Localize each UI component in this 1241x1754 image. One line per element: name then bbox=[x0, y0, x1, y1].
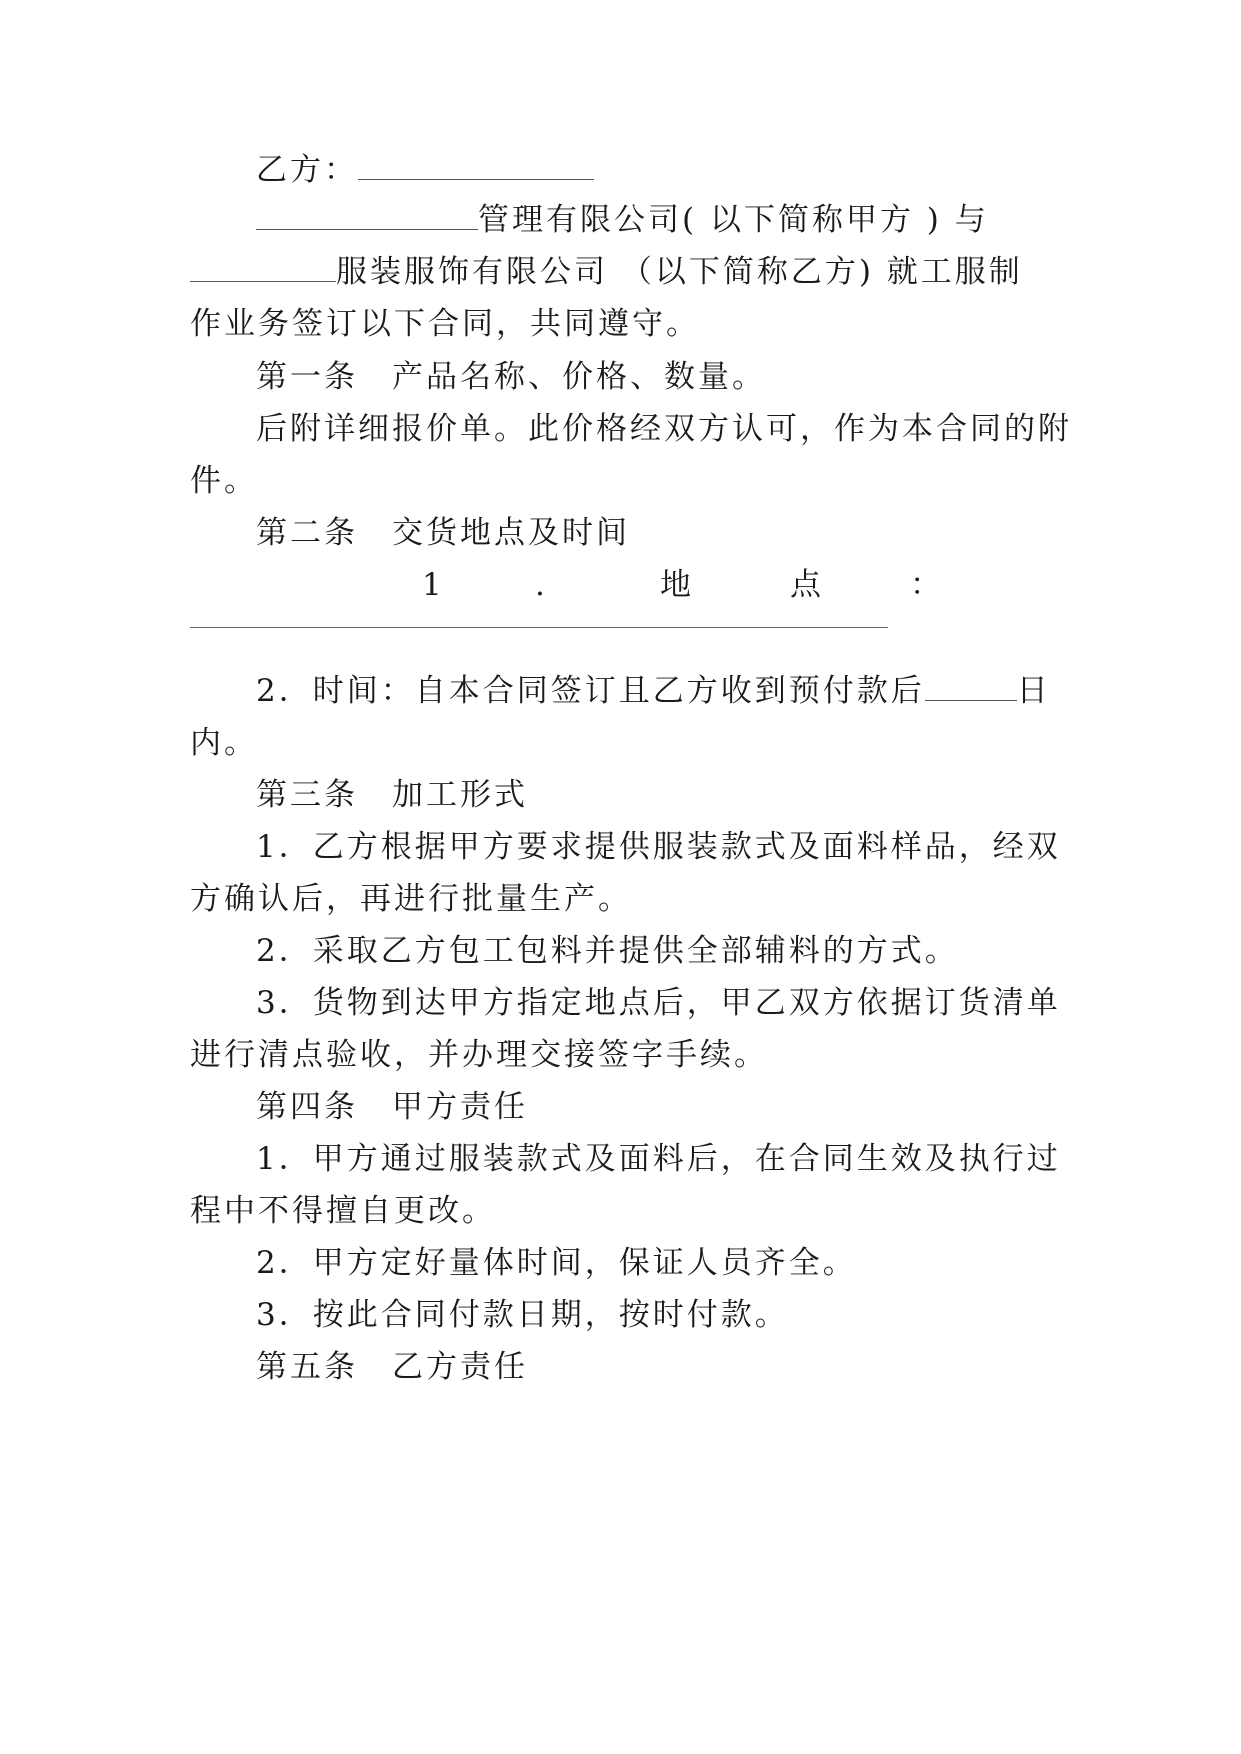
party-a-blank bbox=[256, 205, 478, 230]
location-number: 1 bbox=[422, 567, 442, 603]
article-3-item-3b: 进行清点验收，并办理交接签字手续。 bbox=[190, 1037, 768, 1073]
article-4-title: 第四条 甲方责任 bbox=[256, 1089, 528, 1125]
party-b-blank bbox=[358, 155, 594, 180]
article-2-time-line-2: 内。 bbox=[190, 725, 258, 761]
location-char-1: 地 bbox=[660, 567, 691, 603]
intro-text-2: 服装服饰有限公司 （以下简称乙方) 就工服制 bbox=[336, 254, 1023, 290]
intro-line-1 bbox=[256, 200, 989, 240]
article-4-item-3: 3．按此合同付款日期，按时付款。 bbox=[256, 1297, 789, 1333]
intro-text-1: 管理有限公司( 以下简称甲方 ) 与 bbox=[478, 202, 989, 238]
time-unit: 日 bbox=[1016, 673, 1051, 709]
time-text: 2．时间：自本合同签订且乙方收到预付款后 bbox=[256, 673, 925, 709]
party-b-line bbox=[256, 150, 594, 190]
article-1-para-2: 件。 bbox=[190, 463, 258, 499]
party-b-company-blank bbox=[190, 257, 336, 282]
location-colon: ： bbox=[910, 567, 941, 603]
location-dot: . bbox=[535, 567, 545, 603]
party-b-label: 乙方： bbox=[256, 152, 358, 188]
days-blank bbox=[925, 676, 1017, 701]
article-3-item-1a: 1．乙方根据甲方要求提供服装款式及面料样品，经双 bbox=[256, 829, 1061, 865]
location-char-2: 点 bbox=[790, 567, 821, 603]
article-3-item-2: 2．采取乙方包工包料并提供全部辅料的方式。 bbox=[256, 933, 959, 969]
article-1-title: 第一条 产品名称、价格、数量。 bbox=[256, 359, 766, 395]
article-1-para-1: 后附详细报价单。此价格经双方认可，作为本合同的附 bbox=[256, 411, 1072, 447]
intro-line-3: 作业务签订以下合同，共同遵守。 bbox=[190, 306, 700, 342]
article-3-item-1b: 方确认后，再进行批量生产。 bbox=[190, 881, 632, 917]
article-5-title: 第五条 乙方责任 bbox=[256, 1349, 528, 1385]
article-3-title: 第三条 加工形式 bbox=[256, 777, 528, 813]
article-2-title: 第二条 交货地点及时间 bbox=[256, 515, 630, 551]
article-3-item-3a: 3．货物到达甲方指定地点后，甲乙双方依据订货清单 bbox=[256, 985, 1061, 1021]
location-blank-line bbox=[190, 627, 888, 628]
article-4-item-1a: 1．甲方通过服装款式及面料后，在合同生效及执行过 bbox=[256, 1141, 1061, 1177]
article-2-time-line bbox=[256, 671, 1051, 711]
article-4-item-1b: 程中不得擅自更改。 bbox=[190, 1193, 496, 1229]
intro-line-2 bbox=[190, 252, 1023, 292]
article-4-item-2: 2．甲方定好量体时间，保证人员齐全。 bbox=[256, 1245, 857, 1281]
